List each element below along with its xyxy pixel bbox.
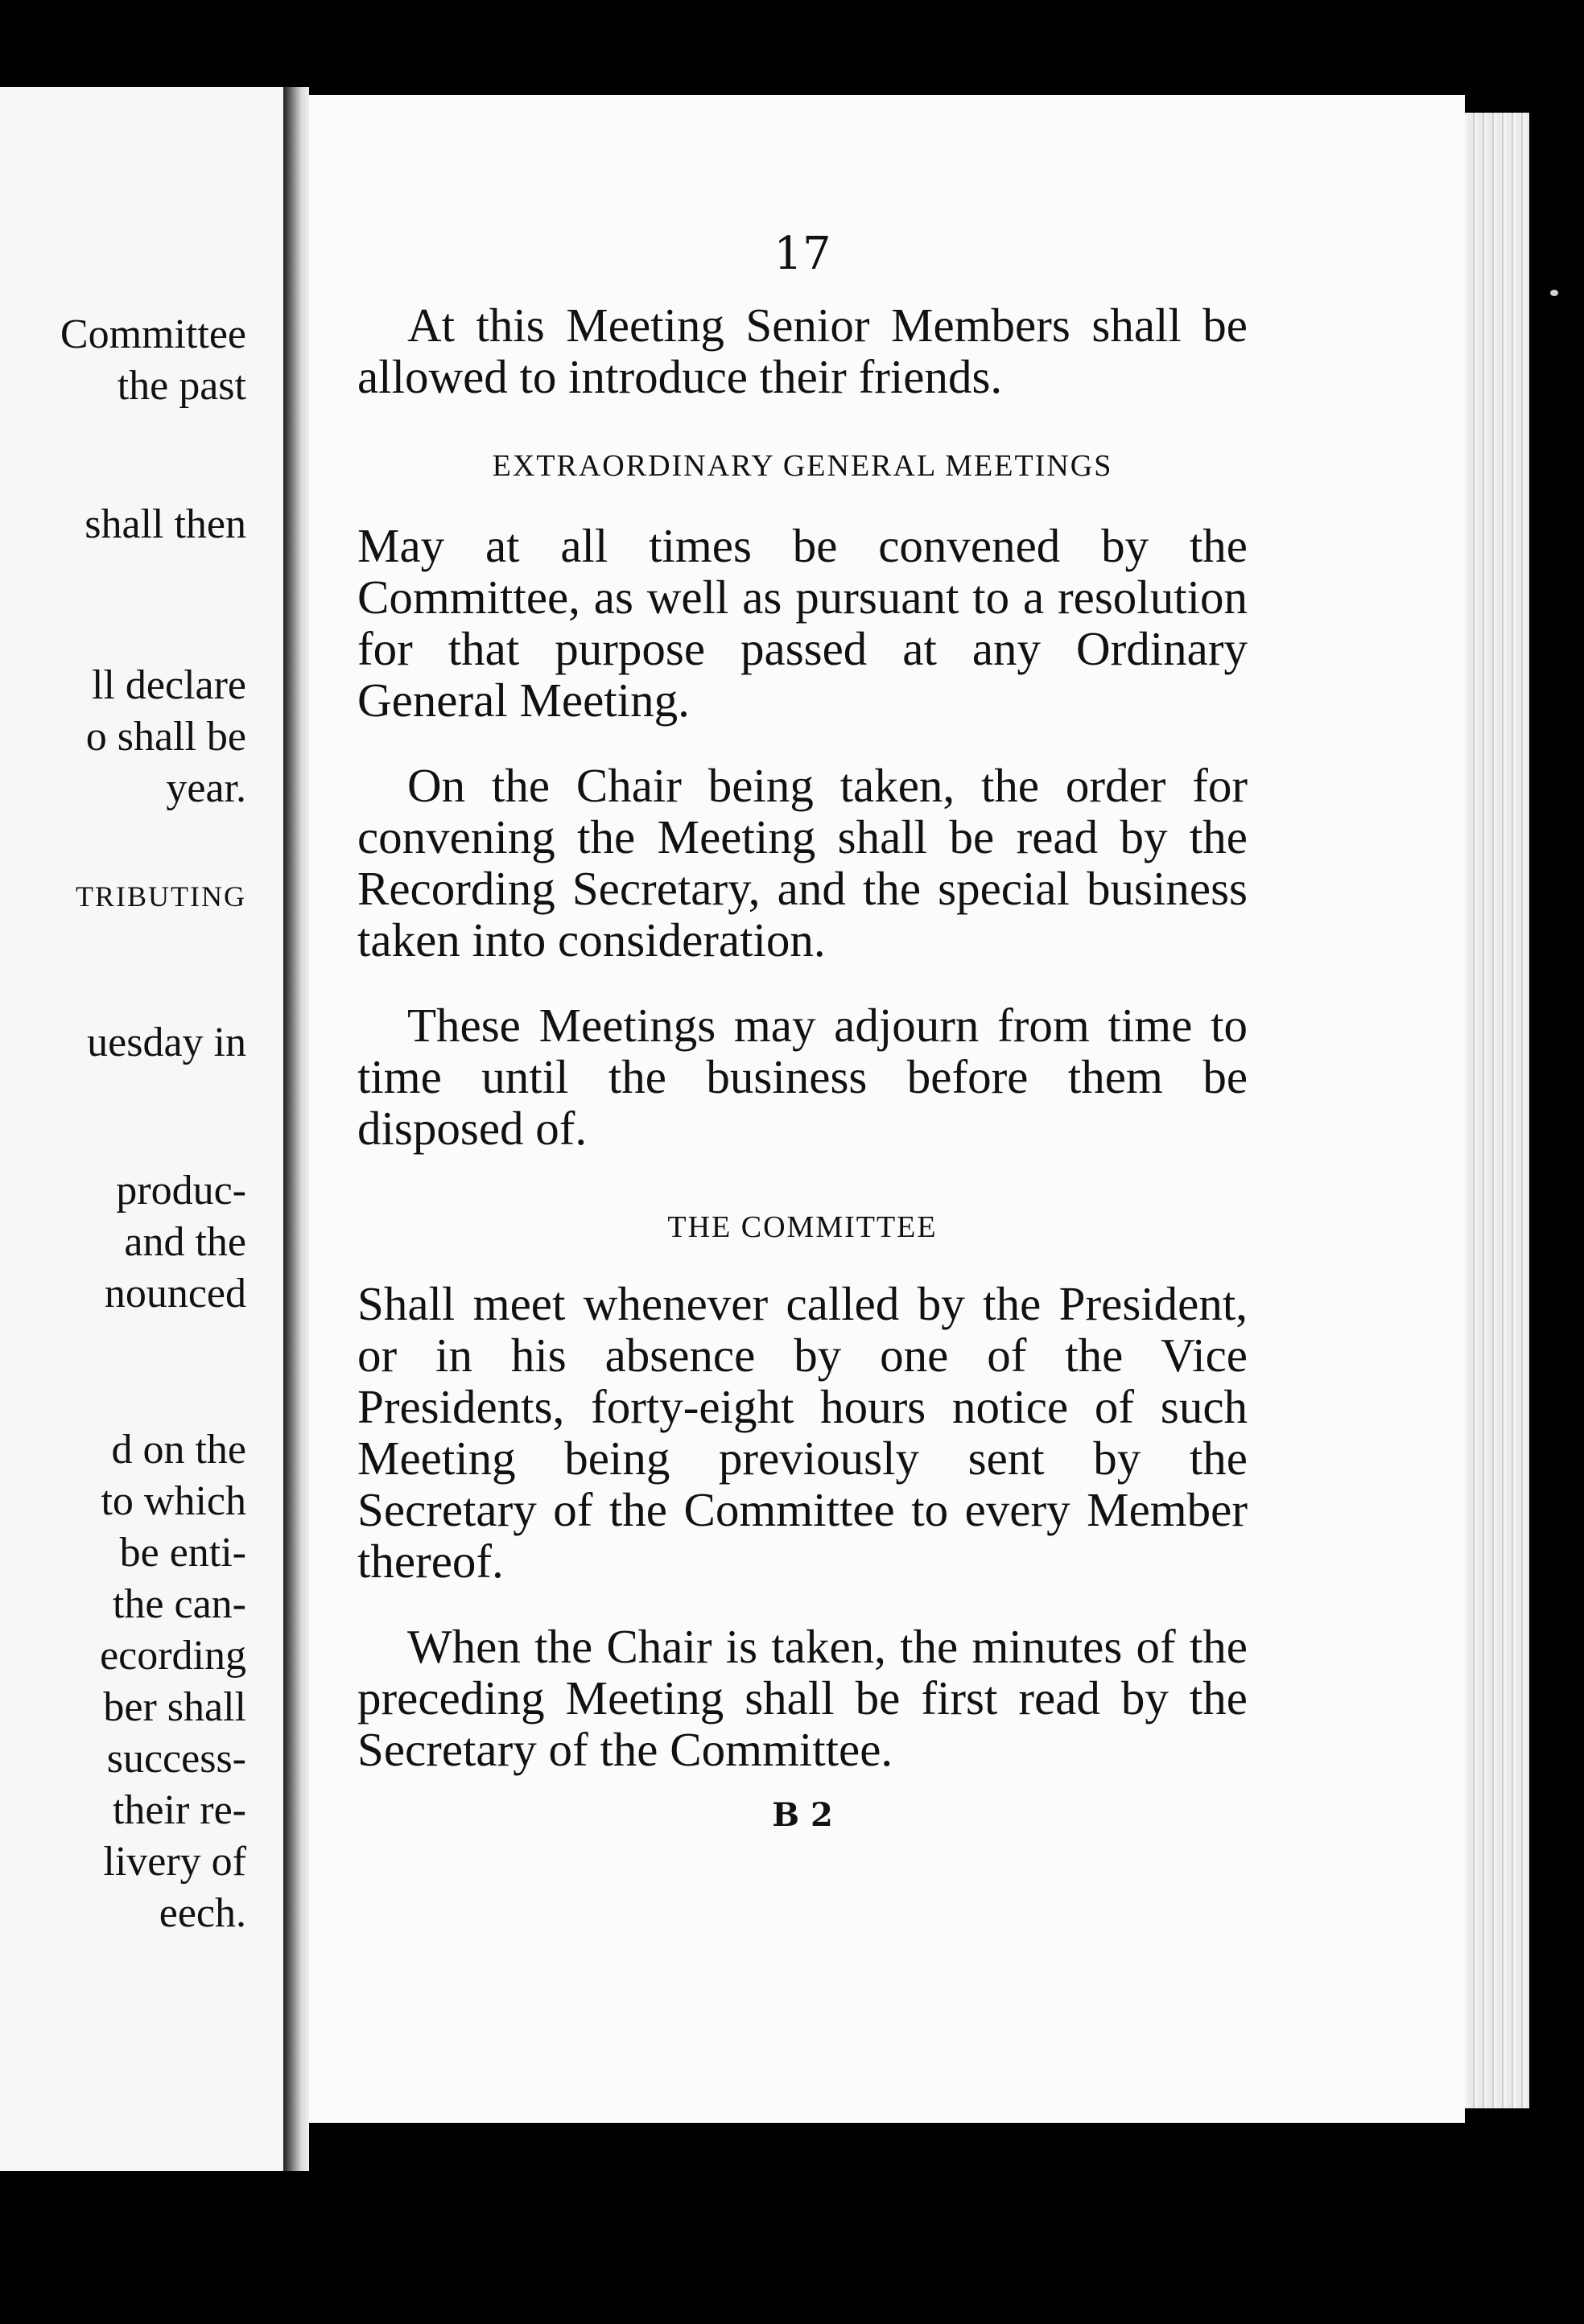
paragraph: On the Chair being taken, the order for convening the Meeting shall be read by the Recording Secretary, and the special business taken into consideration.	[357, 759, 1248, 966]
left-page-line: d on the	[111, 1427, 246, 1473]
left-page-line: the past	[117, 363, 246, 409]
left-page-line: livery of	[103, 1839, 246, 1885]
page-number: 17	[773, 228, 831, 280]
signature-mark: B 2	[772, 1796, 833, 1834]
left-page-line: and the	[124, 1219, 246, 1265]
paragraph: At this Meeting Senior Members shall be allowed to introduce their friends.	[357, 299, 1248, 403]
left-page-line: uesday in	[87, 1020, 246, 1065]
paragraph: These Meetings may adjourn from time to time until the business before them be disposed of.	[357, 999, 1248, 1155]
left-page-line: to which	[101, 1478, 246, 1524]
paragraph: May at all times be convened by the Committee, as well as pursuant to a resolution for that purpose passed at any Ordinary General Meeting.	[357, 519, 1248, 727]
left-page-line: ber shall	[103, 1684, 246, 1730]
left-page-line: the can-	[112, 1581, 246, 1627]
left-page-line: shall then	[85, 501, 246, 547]
left-page-line: be enti-	[119, 1530, 246, 1576]
left-page-line: their re-	[112, 1787, 246, 1833]
left-page-line: ecording	[100, 1633, 246, 1679]
left-page-line: year.	[166, 765, 246, 811]
section-heading: EXTRAORDINARY GENERAL MEETINGS	[492, 449, 1113, 483]
dust-speck	[1550, 290, 1558, 296]
left-page-line: eech.	[159, 1890, 246, 1936]
left-page-line: Committee	[60, 311, 246, 357]
paragraph: Shall meet whenever called by the President, or in his absence by one of the Vice Presidents, forty-eight hours notice of such Meeting being previously sent by the Secretary of the Committee to every Member thereof.	[357, 1277, 1248, 1588]
left-page	[0, 87, 290, 2171]
section-heading: THE COMMITTEE	[667, 1210, 938, 1244]
right-page	[309, 95, 1465, 2123]
left-page-line: TRIBUTING	[76, 880, 246, 913]
page-text-block	[357, 228, 1248, 1834]
left-page-line: success-	[106, 1736, 246, 1782]
left-page-line: o shall be	[85, 714, 246, 760]
left-page-line: ll declare	[92, 662, 246, 708]
book-gutter	[283, 87, 309, 2171]
paragraph: When the Chair is taken, the minutes of the preceding Meeting shall be first read by the Secretary of the Committee.	[357, 1620, 1248, 1776]
left-page-line: nounced	[104, 1271, 246, 1317]
left-page-line: produc-	[116, 1168, 246, 1214]
